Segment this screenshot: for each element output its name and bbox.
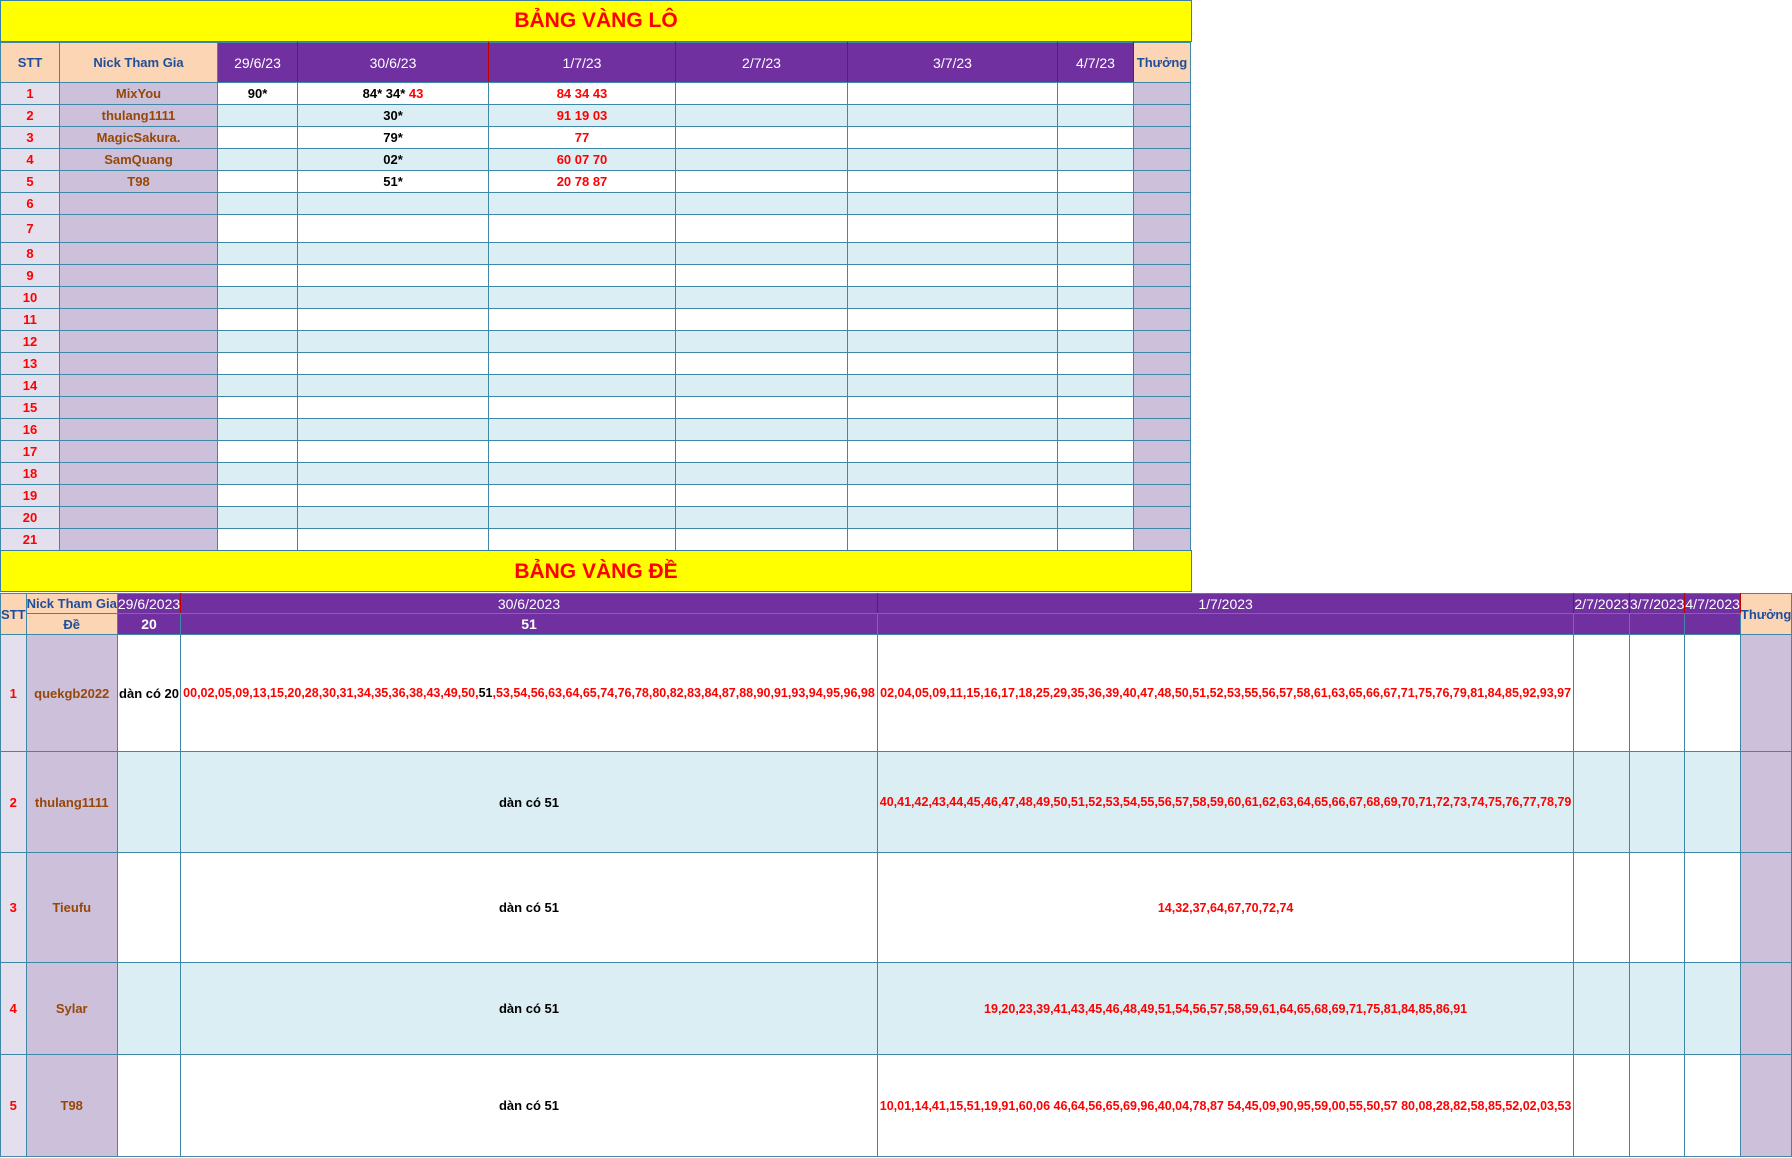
lo-cell-date-1 — [218, 507, 298, 529]
lo-thuong-cell — [1134, 419, 1191, 441]
lo-cell-date-6 — [1058, 149, 1134, 171]
lo-row — [1, 171, 1191, 193]
lo-cell-date-6 — [1058, 463, 1134, 485]
lo-row — [1, 149, 1191, 171]
lo-cell-date-1 — [218, 441, 298, 463]
lo-cell-date-1 — [218, 171, 298, 193]
lo-row — [1, 287, 1191, 309]
lo-cell-date-1 — [218, 149, 298, 171]
lo-cell-date-4 — [676, 287, 848, 309]
lo-cell-date-4 — [676, 193, 848, 215]
lo-cell-date-4 — [676, 309, 848, 331]
lo-row — [1, 375, 1191, 397]
lo-row — [1, 243, 1191, 265]
lo-cell-date-2 — [298, 397, 489, 419]
lo-cell-date-3 — [489, 265, 676, 287]
lo-cell-date-6 — [1058, 485, 1134, 507]
lo-stt-cell: 12 — [1, 331, 60, 353]
lo-cell-date-6 — [1058, 105, 1134, 127]
lo-nick-cell — [60, 507, 218, 529]
lo-nick-cell: SamQuang — [60, 149, 218, 171]
lo-hit-text: 43 — [405, 86, 424, 101]
lo-cell-date-6 — [1058, 419, 1134, 441]
lo-cell-date-3: 20 78 87 — [489, 171, 676, 193]
de-cell-date-4 — [1574, 1055, 1630, 1157]
lo-nick-cell: thulang1111 — [60, 105, 218, 127]
lo-col-date-6: 4/7/23 — [1058, 43, 1134, 83]
lo-thuong-cell — [1134, 105, 1191, 127]
lo-cell-date-6 — [1058, 127, 1134, 149]
lo-title: BẢNG VÀNG LÔ — [0, 0, 1192, 42]
lo-thuong-cell — [1134, 331, 1191, 353]
lo-cell-date-5 — [848, 215, 1058, 243]
lo-pick-text: 30* — [383, 108, 403, 123]
lo-row — [1, 441, 1191, 463]
lo-table — [0, 42, 1191, 551]
lo-cell-date-5 — [848, 287, 1058, 309]
de-row — [1, 853, 1792, 963]
lo-cell-date-3 — [489, 215, 676, 243]
lo-cell-date-4 — [676, 353, 848, 375]
lo-col-date-2: 30/6/23 — [298, 43, 489, 83]
lo-cell-date-6 — [1058, 331, 1134, 353]
de-cell-date-3: 40,41,42,43,44,45,46,47,48,49,50,51,52,53,54,55,56,57,58,59,60,61,62,63,64,65,66,67,68,69,70,71,72,73,74,75,76,77,78,79 — [877, 752, 1574, 853]
de-table — [0, 593, 1792, 1157]
lo-row — [1, 105, 1191, 127]
lo-pick-text: 84* 34* — [362, 86, 406, 101]
de-row — [1, 752, 1792, 853]
lo-thuong-cell — [1134, 287, 1191, 309]
lo-thuong-cell — [1134, 375, 1191, 397]
de-result-6 — [1685, 614, 1741, 635]
lo-stt-cell: 1 — [1, 83, 60, 105]
lo-thuong-cell — [1134, 149, 1191, 171]
de-cell-date-5 — [1629, 635, 1685, 752]
lo-cell-date-4 — [676, 397, 848, 419]
lo-thuong-cell — [1134, 463, 1191, 485]
de-col-date-1: 29/6/2023 — [117, 595, 181, 612]
lo-cell-date-2 — [298, 243, 489, 265]
lo-stt-cell: 18 — [1, 463, 60, 485]
lo-thuong-cell — [1134, 243, 1191, 265]
lo-cell-date-1 — [218, 529, 298, 551]
lo-cell-date-4 — [676, 127, 848, 149]
lo-cell-date-1 — [218, 215, 298, 243]
lo-cell-date-2 — [298, 507, 489, 529]
de-cell-date-5 — [1629, 963, 1685, 1055]
de-nick-cell: quekgb2022 — [26, 635, 117, 752]
lo-cell-date-3 — [489, 309, 676, 331]
lo-cell-date-5 — [848, 265, 1058, 287]
lo-cell-date-3 — [489, 419, 676, 441]
de-stt-cell: 5 — [1, 1055, 27, 1157]
de-cell-date-1: dàn có 20 — [117, 635, 180, 752]
lo-cell-date-2 — [298, 193, 489, 215]
lo-thuong-cell — [1134, 215, 1191, 243]
lo-thuong-cell — [1134, 529, 1191, 551]
de-result-4 — [1574, 614, 1630, 635]
de-cell-date-6 — [1685, 1055, 1741, 1157]
lo-cell-date-3 — [489, 397, 676, 419]
lo-row — [1, 507, 1191, 529]
de-cell-date-6 — [1685, 752, 1741, 853]
lo-cell-date-2 — [298, 441, 489, 463]
lo-stt-cell: 17 — [1, 441, 60, 463]
de-cell-date-1 — [117, 1055, 180, 1157]
lo-cell-date-4 — [676, 105, 848, 127]
lo-thuong-cell — [1134, 485, 1191, 507]
de-cell-date-2: dàn có 51 — [181, 853, 878, 963]
lo-nick-cell — [60, 243, 218, 265]
lo-stt-cell: 8 — [1, 243, 60, 265]
lo-cell-date-3 — [489, 375, 676, 397]
lo-cell-date-2 — [298, 105, 489, 127]
lo-stt-cell: 16 — [1, 419, 60, 441]
lo-cell-date-4 — [676, 265, 848, 287]
de-thuong-cell — [1740, 635, 1791, 752]
lo-cell-date-1 — [218, 243, 298, 265]
lo-row — [1, 127, 1191, 149]
lo-nick-cell — [60, 287, 218, 309]
lo-cell-date-3 — [489, 243, 676, 265]
lo-cell-date-4 — [676, 331, 848, 353]
lo-nick-cell — [60, 397, 218, 419]
lo-cell-date-1 — [218, 353, 298, 375]
lo-nick-cell: MagicSakura. — [60, 127, 218, 149]
lo-cell-date-2 — [298, 127, 489, 149]
lo-cell-date-5 — [848, 309, 1058, 331]
lo-cell-date-2 — [298, 171, 489, 193]
lo-cell-date-5 — [848, 171, 1058, 193]
lo-cell-date-5 — [848, 243, 1058, 265]
de-cell-date-4 — [1574, 752, 1630, 853]
lo-pick-text: 02* — [383, 152, 403, 167]
lo-row — [1, 331, 1191, 353]
lo-pick-text: 79* — [383, 130, 403, 145]
lo-thuong-cell — [1134, 193, 1191, 215]
lo-cell-date-2 — [298, 375, 489, 397]
lo-stt-cell: 15 — [1, 397, 60, 419]
lo-nick-cell: T98 — [60, 171, 218, 193]
de-nick-cell: T98 — [26, 1055, 117, 1157]
lo-cell-date-1 — [218, 375, 298, 397]
de-cell-date-1 — [117, 853, 180, 963]
lo-nick-cell — [60, 265, 218, 287]
lo-cell-date-1: 90* — [218, 83, 298, 105]
lo-cell-date-1 — [218, 287, 298, 309]
de-cell-date-3: 02,04,05,09,11,15,16,17,18,25,29,35,36,39,40,47,48,50,51,52,53,55,56,57,58,61,63,65,66,67,71,75,76,79,81,84,85,92,93,97 — [877, 635, 1574, 752]
de-cell-date-2: dàn có 51 — [181, 1055, 878, 1157]
lo-cell-date-5 — [848, 331, 1058, 353]
lo-cell-date-2 — [298, 309, 489, 331]
lo-nick-cell — [60, 441, 218, 463]
lo-cell-date-2 — [298, 353, 489, 375]
lo-stt-cell: 19 — [1, 485, 60, 507]
lo-row — [1, 353, 1191, 375]
lo-cell-date-5 — [848, 193, 1058, 215]
lo-nick-cell — [60, 353, 218, 375]
lo-cell-date-3 — [489, 463, 676, 485]
lo-nick-cell: MixYou — [60, 83, 218, 105]
de-col-stt: STT — [1, 594, 27, 635]
lo-nick-cell — [60, 463, 218, 485]
lo-cell-date-3 — [489, 529, 676, 551]
lo-cell-date-3 — [489, 441, 676, 463]
lo-stt-cell: 4 — [1, 149, 60, 171]
lo-cell-date-5 — [848, 83, 1058, 105]
de-title: BẢNG VÀNG ĐỀ — [0, 550, 1192, 592]
lo-cell-date-6 — [1058, 375, 1134, 397]
lo-cell-date-5 — [848, 507, 1058, 529]
de-col-date-6: 4/7/2023 — [1685, 595, 1740, 612]
lo-cell-date-4 — [676, 507, 848, 529]
de-thuong-cell — [1740, 963, 1791, 1055]
lo-cell-date-2 — [298, 463, 489, 485]
de-cell-date-6 — [1685, 853, 1741, 963]
lo-cell-date-5 — [848, 485, 1058, 507]
lo-cell-date-6 — [1058, 441, 1134, 463]
lo-cell-date-5 — [848, 353, 1058, 375]
de-cell-date-5 — [1629, 853, 1685, 963]
lo-col-thuong: Thưởng — [1134, 43, 1191, 83]
de-cell-date-3: 14,32,37,64,67,70,72,74 — [877, 853, 1574, 963]
lo-cell-date-4 — [676, 171, 848, 193]
de-nick-cell: thulang1111 — [26, 752, 117, 853]
lo-cell-date-4 — [676, 215, 848, 243]
lo-nick-cell — [60, 193, 218, 215]
lo-cell-date-1 — [218, 419, 298, 441]
lo-cell-date-5 — [848, 419, 1058, 441]
lo-cell-date-4 — [676, 463, 848, 485]
lo-cell-date-5 — [848, 397, 1058, 419]
lo-cell-date-4 — [676, 419, 848, 441]
de-cell-date-2: dàn có 51 — [181, 963, 878, 1055]
de-stt-cell: 1 — [1, 635, 27, 752]
de-col-date-5: 3/7/2023 — [1629, 595, 1685, 612]
de-cell-date-2: dàn có 51 — [181, 752, 878, 853]
lo-stt-cell: 14 — [1, 375, 60, 397]
lo-thuong-cell — [1134, 397, 1191, 419]
lo-cell-date-5 — [848, 149, 1058, 171]
lo-pick-text: 51* — [383, 174, 403, 189]
lo-stt-cell: 20 — [1, 507, 60, 529]
de-nick-cell: Tieufu — [26, 853, 117, 963]
lo-col-date-5: 3/7/23 — [848, 43, 1058, 83]
de-result-1: 20 — [117, 614, 180, 635]
de-nick-cell: Sylar — [26, 963, 117, 1055]
lo-cell-date-2 — [298, 149, 489, 171]
lo-row — [1, 419, 1191, 441]
lo-stt-cell: 21 — [1, 529, 60, 551]
lo-thuong-cell — [1134, 507, 1191, 529]
de-cell-date-5 — [1629, 1055, 1685, 1157]
lo-row — [1, 193, 1191, 215]
lo-cell-date-3 — [489, 485, 676, 507]
lo-row — [1, 397, 1191, 419]
lo-row — [1, 83, 1191, 105]
lo-cell-date-6 — [1058, 287, 1134, 309]
de-cell-date-6 — [1685, 635, 1741, 752]
lo-cell-date-1 — [218, 485, 298, 507]
lo-cell-date-3: 60 07 70 — [489, 149, 676, 171]
lo-col-date-1: 29/6/23 — [218, 43, 298, 83]
lo-thuong-cell — [1134, 265, 1191, 287]
lo-cell-date-3: 84 34 43 — [489, 83, 676, 105]
lo-cell-date-2 — [298, 529, 489, 551]
lo-cell-date-4 — [676, 375, 848, 397]
de-col-date-3: 1/7/2023 — [877, 594, 1574, 614]
lo-cell-date-5 — [848, 463, 1058, 485]
lo-stt-cell: 9 — [1, 265, 60, 287]
lo-cell-date-4 — [676, 243, 848, 265]
lo-nick-cell — [60, 375, 218, 397]
de-cell-date-1 — [117, 963, 180, 1055]
lo-cell-date-6 — [1058, 215, 1134, 243]
lo-cell-date-2 — [298, 83, 489, 105]
lo-cell-date-1 — [218, 397, 298, 419]
lo-nick-cell — [60, 419, 218, 441]
lo-nick-cell — [60, 215, 218, 243]
lo-cell-date-4 — [676, 149, 848, 171]
lo-thuong-cell — [1134, 441, 1191, 463]
de-row — [1, 1055, 1792, 1157]
lo-cell-date-6 — [1058, 353, 1134, 375]
lo-thuong-cell — [1134, 353, 1191, 375]
lo-thuong-cell — [1134, 83, 1191, 105]
de-cell-date-6 — [1685, 963, 1741, 1055]
lo-cell-date-1 — [218, 265, 298, 287]
lo-thuong-cell — [1134, 171, 1191, 193]
lo-stt-cell: 10 — [1, 287, 60, 309]
lo-cell-date-4 — [676, 529, 848, 551]
de-cell-date-4 — [1574, 963, 1630, 1055]
de-hit-number: 51 — [478, 686, 493, 700]
de-stt-cell: 2 — [1, 752, 27, 853]
lo-col-date-3: 1/7/23 — [489, 43, 676, 83]
lo-cell-date-4 — [676, 83, 848, 105]
lo-cell-date-5 — [848, 127, 1058, 149]
lo-cell-date-5 — [848, 529, 1058, 551]
de-number-list: 00,02,05,09,13,15,20,28,30,31,34,35,36,38,43,49,50, — [183, 686, 479, 700]
lo-cell-date-6 — [1058, 265, 1134, 287]
de-thuong-cell — [1740, 1055, 1791, 1157]
de-stt-cell: 3 — [1, 853, 27, 963]
lo-cell-date-3: 77 — [489, 127, 676, 149]
lo-cell-date-2 — [298, 215, 489, 243]
lo-cell-date-6 — [1058, 83, 1134, 105]
de-col-de: Đề — [26, 614, 117, 635]
lo-nick-cell — [60, 485, 218, 507]
de-row — [1, 963, 1792, 1055]
lo-cell-date-6 — [1058, 309, 1134, 331]
lo-thuong-cell — [1134, 127, 1191, 149]
de-thuong-cell — [1740, 853, 1791, 963]
lo-cell-date-3 — [489, 507, 676, 529]
lo-cell-date-5 — [848, 375, 1058, 397]
lo-cell-date-1 — [218, 331, 298, 353]
lo-nick-cell — [60, 529, 218, 551]
lo-cell-date-1 — [218, 463, 298, 485]
de-cell-date-1 — [117, 752, 180, 853]
de-result-5 — [1629, 614, 1685, 635]
lo-col-nick: Nick Tham Gia — [60, 43, 218, 83]
lo-cell-date-3 — [489, 193, 676, 215]
lo-cell-date-4 — [676, 485, 848, 507]
lo-cell-date-6 — [1058, 529, 1134, 551]
lo-cell-date-6 — [1058, 397, 1134, 419]
de-cell-date-3: 10,01,14,41,15,51,19,91,60,06 46,64,56,65,69,96,40,04,78,87 54,45,09,90,95,59,00,55,50,57 80,08,28,82,58,85,52,02,03,53 — [877, 1055, 1574, 1157]
de-number-list: ,53,54,56,63,64,65,74,76,78,80,82,83,84,87,88,90,91,93,94,95,96,98 — [492, 686, 875, 700]
lo-cell-date-1 — [218, 309, 298, 331]
lo-cell-date-6 — [1058, 243, 1134, 265]
de-result-3 — [877, 614, 1574, 635]
lo-nick-cell — [60, 331, 218, 353]
lo-col-stt: STT — [1, 43, 60, 83]
lo-stt-cell: 7 — [1, 215, 60, 243]
lo-cell-date-6 — [1058, 193, 1134, 215]
de-cell-date-4 — [1574, 635, 1630, 752]
lo-cell-date-5 — [848, 441, 1058, 463]
de-cell-date-5 — [1629, 752, 1685, 853]
lo-stt-cell: 5 — [1, 171, 60, 193]
lo-row — [1, 463, 1191, 485]
de-result-2: 51 — [181, 614, 878, 635]
lo-stt-cell: 6 — [1, 193, 60, 215]
lo-cell-date-5 — [848, 105, 1058, 127]
lo-cell-date-2 — [298, 265, 489, 287]
lo-thuong-cell — [1134, 309, 1191, 331]
lo-cell-date-1 — [218, 105, 298, 127]
lo-stt-cell: 2 — [1, 105, 60, 127]
lo-cell-date-2 — [298, 331, 489, 353]
lo-cell-date-2 — [298, 287, 489, 309]
de-cell-date-4 — [1574, 853, 1630, 963]
de-col-date-4: 2/7/2023 — [1574, 595, 1629, 612]
lo-row — [1, 215, 1191, 243]
lo-cell-date-2 — [298, 419, 489, 441]
de-col-thuong: Thưởng — [1740, 594, 1791, 635]
lo-cell-date-2 — [298, 485, 489, 507]
lo-cell-date-3 — [489, 353, 676, 375]
lo-stt-cell: 11 — [1, 309, 60, 331]
lo-stt-cell: 3 — [1, 127, 60, 149]
lo-cell-date-3 — [489, 331, 676, 353]
de-col-date-2: 30/6/2023 — [181, 594, 878, 614]
lo-row — [1, 485, 1191, 507]
lo-row — [1, 309, 1191, 331]
lo-cell-date-3 — [489, 287, 676, 309]
lo-cell-date-6 — [1058, 171, 1134, 193]
lo-nick-cell — [60, 309, 218, 331]
lo-row — [1, 529, 1191, 551]
lo-cell-date-6 — [1058, 507, 1134, 529]
de-row — [1, 635, 1792, 752]
de-stt-cell: 4 — [1, 963, 27, 1055]
de-thuong-cell — [1740, 752, 1791, 853]
lo-cell-date-1 — [218, 193, 298, 215]
lo-col-date-4: 2/7/23 — [676, 43, 848, 83]
lo-row — [1, 265, 1191, 287]
lo-cell-date-4 — [676, 441, 848, 463]
de-cell-date-3: 19,20,23,39,41,43,45,46,48,49,51,54,56,57,58,59,61,64,65,68,69,71,75,81,84,85,86,91 — [877, 963, 1574, 1055]
lo-stt-cell: 13 — [1, 353, 60, 375]
de-col-nick: Nick Tham Gia — [26, 594, 117, 614]
de-cell-date-2 — [181, 635, 878, 752]
lo-cell-date-1 — [218, 127, 298, 149]
lo-cell-date-3: 91 19 03 — [489, 105, 676, 127]
